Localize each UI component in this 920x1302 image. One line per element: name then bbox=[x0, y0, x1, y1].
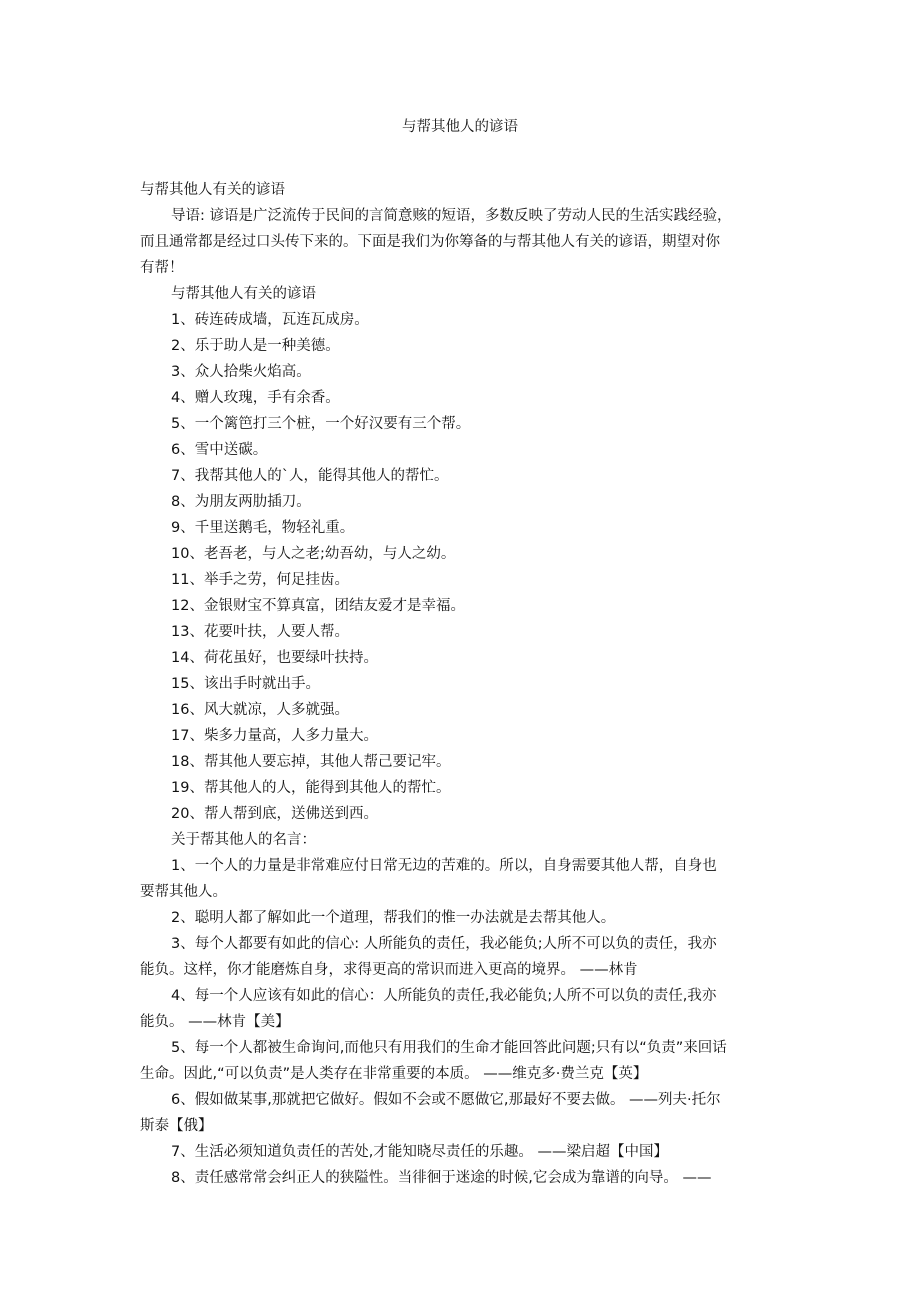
quote-item bbox=[140, 1165, 785, 1191]
intro-line: 有帮！ bbox=[140, 260, 184, 276]
quote-item bbox=[140, 1087, 785, 1139]
proverb-item: 3、众人拾柴火焰高。 bbox=[171, 364, 311, 380]
proverb-item: 16、风大就凉，人多就强。 bbox=[171, 702, 349, 718]
quote-line: 生命。因此,“可以负责”是人类存在非常重要的本质。 ——维克多·费兰克【英】 bbox=[140, 1066, 648, 1082]
proverb-item: 4、赠人玫瑰，手有余香。 bbox=[171, 390, 340, 406]
proverb-item: 19、帮其他人的人，能得到其他人的帮忙。 bbox=[171, 780, 451, 796]
document-title: 与帮其他人的谚语 bbox=[402, 119, 518, 135]
proverb-item: 6、雪中送碳。 bbox=[171, 442, 268, 458]
proverb-item: 8、为朋友两肋插刀。 bbox=[171, 494, 311, 510]
proverb-item: 5、一个篱笆打三个桩，一个好汉要有三个帮。 bbox=[171, 416, 471, 432]
proverb-item: 2、乐于助人是一种美德。 bbox=[171, 338, 340, 354]
quote-line: 要帮其他人。 bbox=[140, 884, 227, 900]
quote-line: 能负。 ——林肯【美】 bbox=[140, 1014, 290, 1030]
proverb-item: 13、花要叶扶，人要人帮。 bbox=[171, 624, 349, 640]
quote-item bbox=[140, 931, 785, 983]
proverb-list bbox=[140, 307, 785, 827]
document-body bbox=[140, 177, 785, 1191]
quotes-heading: 关于帮其他人的名言： bbox=[171, 832, 316, 848]
proverb-item: 9、千里送鹅毛，物轻礼重。 bbox=[171, 520, 355, 536]
quote-item bbox=[140, 983, 785, 1035]
quote-line: 6、假如做某事,那就把它做好。假如不会或不愿做它,那最好不要去做。 ——列夫·托尔 bbox=[171, 1092, 721, 1108]
proverb-item: 12、金银财宝不算真富，团结友爱才是幸福。 bbox=[171, 598, 465, 614]
intro-line: 而且通常都是经过口头传下来的。下面是我们为你筹备的与帮其他人有关的谚语，期望对你 bbox=[140, 234, 720, 250]
proverb-item: 20、帮人帮到底，送佛送到西。 bbox=[171, 806, 378, 822]
proverb-item: 10、老吾老，与人之老;幼吾幼，与人之幼。 bbox=[171, 546, 456, 562]
proverb-item: 1、砖连砖成墙，瓦连瓦成房。 bbox=[171, 312, 369, 328]
proverb-item: 18、帮其他人要忘掉，其他人帮己要记牢。 bbox=[171, 754, 451, 770]
quote-line: 7、生活必须知道负责任的苦处,才能知晓尽责任的乐趣。 ——梁启超【中国】 bbox=[171, 1144, 668, 1160]
proverbs-heading: 与帮其他人有关的谚语 bbox=[171, 286, 316, 302]
quote-line: 2、聪明人都了解如此一个道理，帮我们的惟一办法就是去帮其他人。 bbox=[171, 910, 616, 926]
quote-line: 1、一个人的力量是非常难应付日常无边的苦难的。所以，自身需要其他人帮，自身也 bbox=[171, 858, 717, 874]
proverb-item: 14、荷花虽好，也要绿叶扶持。 bbox=[171, 650, 378, 666]
quote-item bbox=[140, 905, 785, 931]
proverb-item: 11、举手之劳，何足挂齿。 bbox=[171, 572, 349, 588]
quote-line: 斯泰【俄】 bbox=[140, 1118, 213, 1134]
proverb-item: 17、柴多力量高，人多力量大。 bbox=[171, 728, 378, 744]
quote-list bbox=[140, 853, 785, 1191]
intro-line: 导语: 谚语是广泛流传于民间的言简意赅的短语，多数反映了劳动人民的生活实践经验， bbox=[171, 208, 732, 224]
quote-line: 8、责任感常常会纠正人的狭隘性。当徘徊于迷途的时候,它会成为靠谱的向导。 —— bbox=[171, 1170, 712, 1186]
quote-line: 3、每个人都要有如此的信心: 人所能负的责任，我必能负;人所不可以负的责任，我亦 bbox=[171, 936, 717, 952]
quote-line: 5、每一个人都被生命询问,而他只有用我们的生命才能回答此问题;只有以“负责”来回话 bbox=[171, 1040, 727, 1056]
intro-paragraph bbox=[140, 203, 785, 281]
quote-item bbox=[140, 1035, 785, 1087]
quote-item bbox=[140, 853, 785, 905]
quote-line: 4、每一个人应该有如此的信心：人所能负的责任,我必能负;人所不可以负的责任,我亦 bbox=[171, 988, 717, 1004]
quote-item bbox=[140, 1139, 785, 1165]
section-heading: 与帮其他人有关的谚语 bbox=[140, 182, 285, 198]
proverb-item: 7、我帮其他人的`人，能得其他人的帮忙。 bbox=[171, 468, 449, 484]
quote-line: 能负。这样，你才能磨炼自身，求得更高的常识而进入更高的境界。 ——林肯 bbox=[140, 962, 638, 978]
proverb-item: 15、该出手时就出手。 bbox=[171, 676, 320, 692]
